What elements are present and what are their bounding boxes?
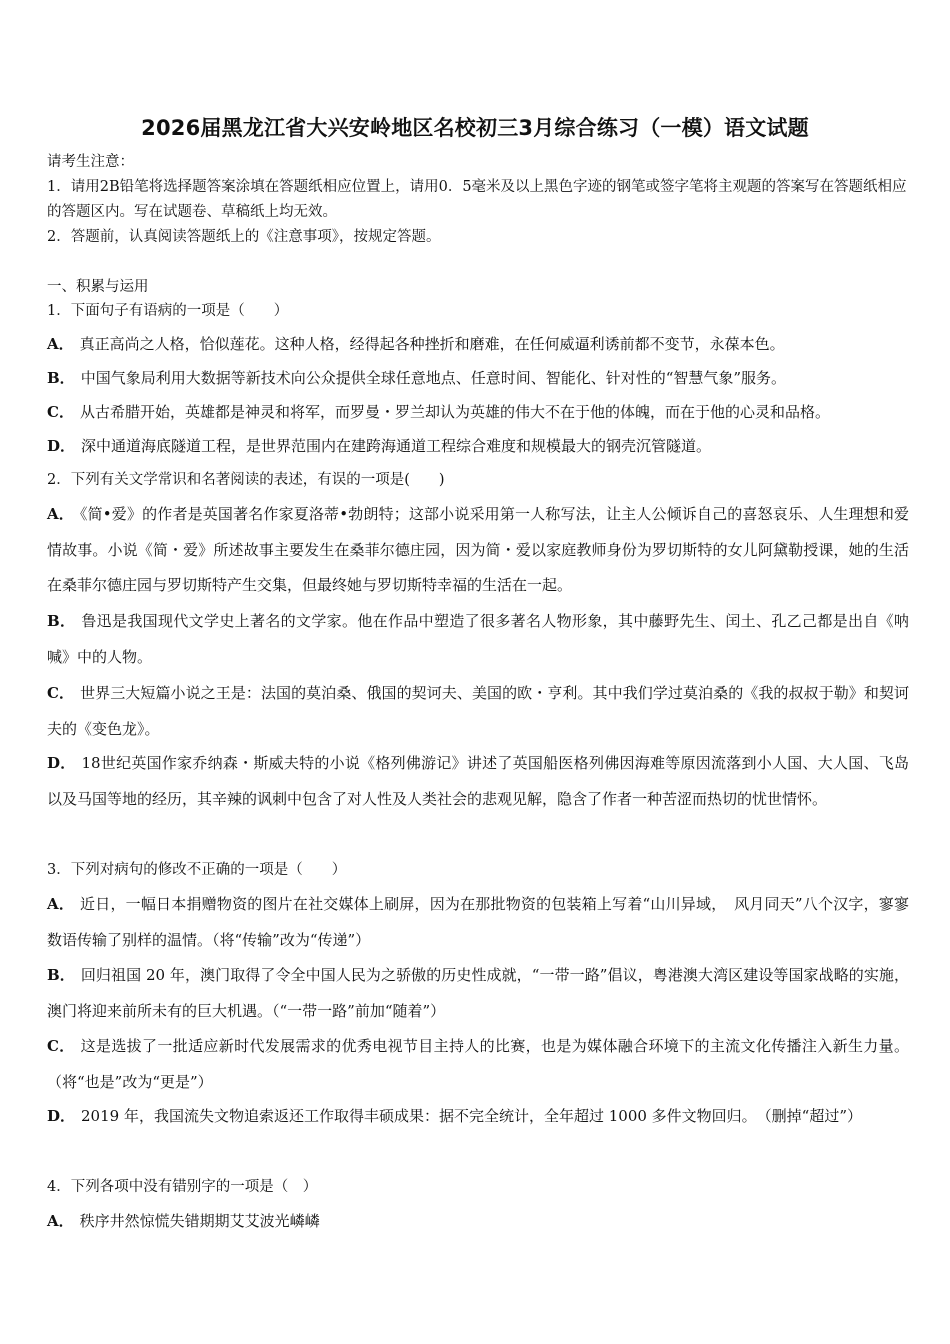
notice-line-2: 2．答题前，认真阅读答题纸上的《注意事项》，按规定答题。: [47, 229, 441, 245]
option-label: A．: [47, 895, 75, 913]
option-text: 秩序井然惊慌失错期期艾艾波光嶙嶙: [79, 1212, 320, 1230]
option-text: 回归祖国 20 年，澳门取得了令全中国人民为之骄傲的历史性成就，“一带一路”倡议，粤港澳大湾区建设等国家战略的实施，澳门将迎来前所未有的巨大机遇。（“一带一路”前加“随着”）: [47, 966, 910, 1020]
option-label: A．: [47, 335, 74, 353]
question-3-stem: 3．下列对病句的修改不正确的一项是（ ）: [47, 862, 347, 878]
q1-option-d: [47, 429, 909, 465]
q3-option-b: [47, 958, 909, 1029]
option-text: 18世纪英国作家乔纳森・斯威夫特的小说《格列佛游记》讲述了英国船医格列佛因海难等原因流落到小人国、大人国、飞岛以及马国等地的经历，其辛辣的讽刺中包含了对人性及人类社会的悲观见解，隐含了作者一种苦涩而热切的忧世情怀。: [47, 754, 909, 808]
question-1-stem: 1．下面句子有语病的一项是（ ）: [47, 303, 289, 319]
option-text: 这是选拔了一批适应新时代发展需求的优秀电视节目主持人的比赛，也是为媒体融合环境下的主流文化传播注入新生力量。（将“也是”改为“更是”）: [47, 1037, 909, 1091]
page-title: 2026届黑龙江省大兴安岭地区名校初三3月综合练习（一模）语文试题: [141, 116, 809, 140]
option-text: 真正高尚之人格，恰似莲花。这种人格，经得起各种挫折和磨难，在任何威逼利诱前都不变节，永葆本色。: [79, 335, 785, 353]
option-label: A．: [47, 1212, 74, 1230]
option-label: C．: [47, 1037, 75, 1055]
q3-option-c: [47, 1029, 909, 1100]
option-label: D．: [47, 1107, 76, 1125]
option-text: 中国气象局利用大数据等新技术向公众提供全球任意地点、任意时间、智能化、针对性的“智慧气象”服务。: [80, 369, 787, 387]
question-4-stem: 4．下列各项中没有错别字的一项是（ ）: [47, 1179, 318, 1195]
q3-option-a: [47, 887, 909, 958]
option-text: 鲁迅是我国现代文学史上著名的文学家。他在作品中塑造了很多著名人物形象，其中藤野先生、闰土、孔乙己都是出自《呐喊》中的人物。: [47, 612, 909, 666]
option-label: D．: [47, 754, 76, 772]
notice-heading: 请考生注意：: [47, 154, 134, 170]
option-label: C．: [47, 403, 74, 421]
option-label: B．: [47, 612, 76, 630]
option-text: 深中通道海底隧道工程，是世界范围内在建跨海通道工程综合难度和规模最大的钢壳沉管隧道。: [81, 437, 712, 455]
section-heading: 一、积累与运用: [47, 279, 149, 295]
option-label: D．: [47, 437, 76, 455]
question-2-stem: 2．下列有关文学常识和名著阅读的表述，有误的一项是( ): [47, 472, 445, 488]
option-text: 近日，一幅日本捐赠物资的图片在社交媒体上刷屏，因为在那批物资的包装箱上写着“山川异域， 风月同天”八个汉字，寥寥数语传输了别样的温情。（将“传输”改为“传递”）: [47, 895, 910, 949]
q2-option-a: [47, 497, 909, 604]
option-text: 《简•爱》的作者是英国著名作家夏洛蒂•勃朗特；这部小说采用第一人称写法，让主人公倾诉自己的喜怒哀乐、人生理想和爱情故事。小说《简・爱》所述故事主要发生在桑菲尔德庄园，因为简・爱以家庭教师身份为罗切斯特的女儿阿黛勒授课，她的生活在桑菲尔德庄园与罗切斯特产生交集，但最终她与罗切斯特幸福的生活在一起。: [47, 505, 910, 594]
option-text: 2019 年，我国流失文物追索返还工作取得丰硕成果：据不完全统计，全年超过 1000 多件文物回归。 （删掉“超过”）: [81, 1107, 863, 1125]
notice-line-1: 1．请用2B铅笔将选择题答案涂填在答题纸相应位置上，请用0．5毫米及以上黑色字迹的钢笔或签字笔将主观题的答案写在答题纸相应的答题区内。写在试题卷、草稿纸上均无效。: [47, 179, 907, 220]
q2-option-c: [47, 676, 909, 747]
option-text: 世界三大短篇小说之王是：法国的莫泊桑、俄国的契诃夫、美国的欧・亨利。其中我们学过莫泊桑的《我的叔叔于勒》和契诃夫的《变色龙》。: [47, 684, 909, 738]
option-text: 从古希腊开始，英雄都是神灵和将军，而罗曼・罗兰却认为英雄的伟大不在于他的体魄，而在于他的心灵和品格。: [79, 403, 830, 421]
option-label: C．: [47, 684, 75, 702]
q1-option-b: [47, 361, 909, 397]
q3-option-d: [47, 1099, 909, 1135]
q4-option-a: [47, 1204, 909, 1240]
q1-option-c: [47, 395, 909, 431]
q2-option-d: [47, 746, 909, 817]
option-label: B．: [47, 966, 75, 984]
q1-option-a: [47, 327, 909, 363]
option-label: A．: [47, 505, 74, 523]
option-label: B．: [47, 369, 75, 387]
q2-option-b: [47, 604, 909, 675]
